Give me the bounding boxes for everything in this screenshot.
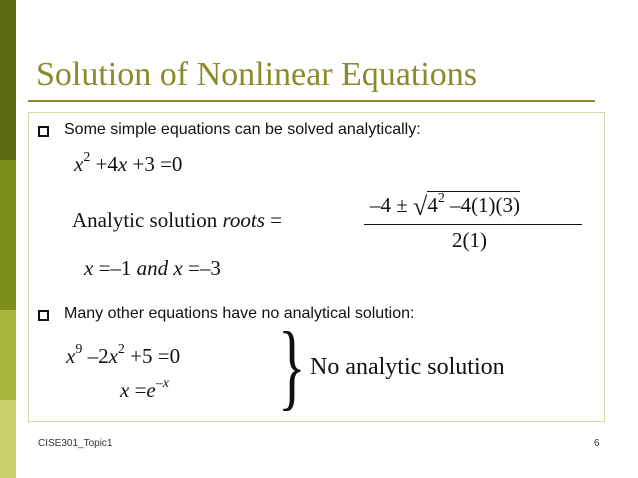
equation-roots: x =–1 and x =–3 xyxy=(84,256,221,280)
sidebar-segment-lightest xyxy=(0,400,16,478)
equation-polynomial: $x^9$ $-2x^2 +5 =0$ xyxy=(66,342,181,368)
fraction-denominator: 2(1) xyxy=(452,228,487,252)
sidebar-segment-mid xyxy=(0,160,16,310)
fraction-bar xyxy=(364,224,582,225)
sqrt-symbol: √ xyxy=(413,192,428,221)
bullet-text-1: Some simple equations can be solved analytically: xyxy=(64,121,421,138)
radicand: $4^2$ –4(1)(3) xyxy=(427,191,521,217)
sidebar-segment-dark xyxy=(0,0,16,160)
slide-title: Solution of Nonlinear Equations xyxy=(36,56,478,93)
no-analytic-solution-label: No analytic solution xyxy=(310,354,505,380)
footer-course-code: CISE301_Topic1 xyxy=(38,438,113,449)
page-number: 6 xyxy=(594,438,600,449)
sidebar-decoration xyxy=(0,0,16,478)
equation-analytic-label: Analytic solution roots = xyxy=(72,208,282,232)
equation-exponential: $x =e^{-x}$ xyxy=(120,376,169,402)
bullet-square-icon xyxy=(38,126,49,137)
title-underline xyxy=(28,100,595,102)
right-brace: } xyxy=(278,312,306,419)
fraction-numerator: $-4 \pm √4^2$ –4(1)(3) xyxy=(370,191,521,221)
bullet-square-icon xyxy=(38,310,49,321)
sidebar-segment-light xyxy=(0,310,16,400)
bullet-text-2: Many other equations have no analytical solution: xyxy=(64,305,415,322)
equation-quadratic: $x^2 +4x +3 =0$ xyxy=(74,150,183,176)
